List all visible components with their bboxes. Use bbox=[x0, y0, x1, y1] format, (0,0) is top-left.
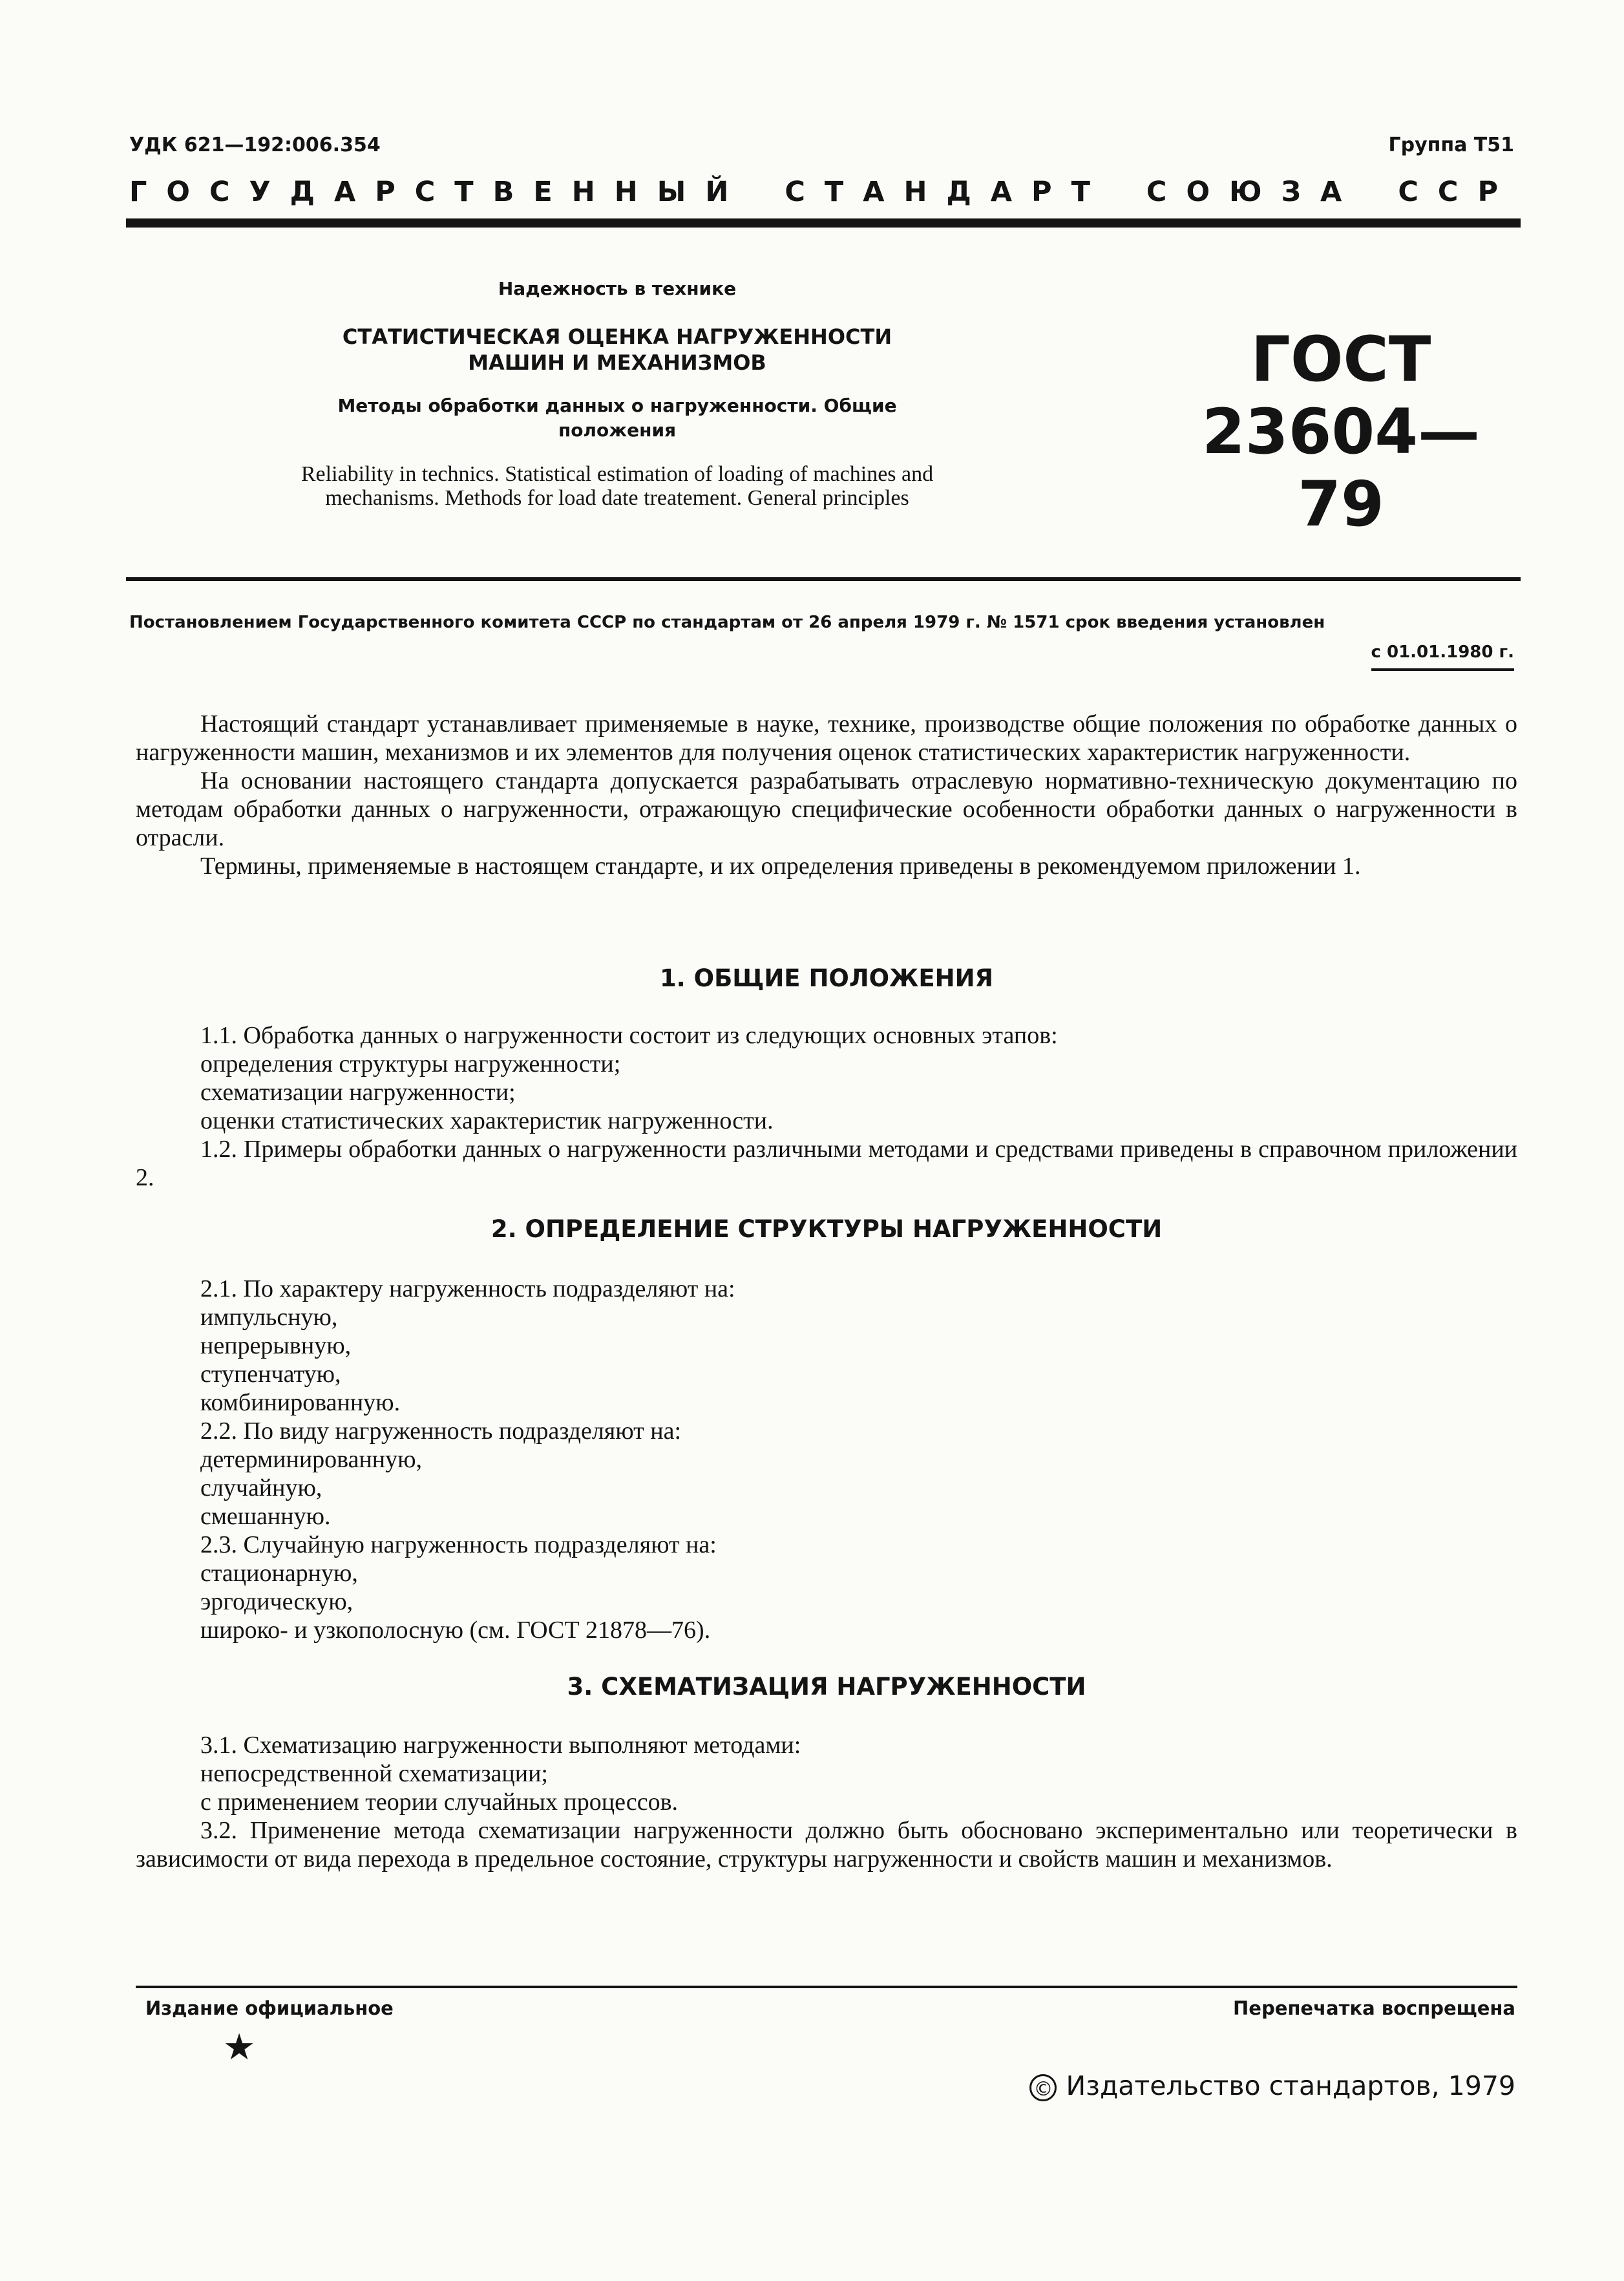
section-2-body bbox=[136, 1275, 1517, 1644]
decree bbox=[129, 608, 1514, 671]
section-heading-2: 2. ОПРЕДЕЛЕНИЕ СТРУКТУРЫ НАГРУЖЕННОСТИ bbox=[490, 1215, 1163, 1243]
header-rule bbox=[126, 218, 1521, 228]
gost-number: 23604—79 bbox=[1202, 396, 1480, 540]
list-item: схематизации нагруженности; bbox=[200, 1079, 516, 1106]
banner-word-4: ССР bbox=[1398, 176, 1517, 208]
section-1-body bbox=[136, 1021, 1517, 1192]
banner-word-2: СТАНДАРТ bbox=[785, 176, 1110, 208]
official-edition-label: Издание официальное bbox=[145, 1997, 394, 2019]
list-item: случайную, bbox=[200, 1474, 322, 1501]
section-3-body bbox=[136, 1731, 1517, 1873]
copyright-line bbox=[1029, 2070, 1515, 2101]
intro-paragraph: Настоящий стандарт устанавливает применяемые в науке, технике, производстве общие положения по обработке данных о нагруженности машин, механизмов и их элементов для получения оценок статистических характеристик нагруженности. bbox=[136, 710, 1517, 766]
section-heading-1: 1. ОБЩИЕ ПОЛОЖЕНИЯ bbox=[659, 964, 994, 992]
clause-1-2: 1.2. Примеры обработки данных о нагруженности различными методами и средствами приведены в справочном приложении 2. bbox=[136, 1136, 1517, 1191]
section-heading-3: 3. СХЕМАТИЗАЦИЯ НАГРУЖЕННОСТИ bbox=[567, 1673, 1086, 1701]
list-item: импульсную, bbox=[200, 1304, 338, 1331]
intro-paragraph: На основании настоящего стандарта допускается разрабатывать отраслевую нормативно-техническую документацию по методам обработки данных о нагруженности, отражающую специфические особенности обработки данных о нагруженности в отрасли. bbox=[136, 767, 1517, 851]
copyright-icon: © bbox=[1029, 2074, 1057, 2101]
list-item: комбинированную. bbox=[200, 1389, 401, 1416]
introduction bbox=[136, 710, 1517, 880]
clause-1-1: 1.1. Обработка данных о нагруженности состоит из следующих основных этапов: bbox=[200, 1022, 1058, 1049]
list-item: с применением теории случайных процессов. bbox=[200, 1788, 679, 1816]
state-standard-banner bbox=[129, 176, 1517, 208]
group-code: Группа Т51 bbox=[1388, 134, 1514, 156]
list-item: стационарную, bbox=[200, 1560, 358, 1587]
title-rule bbox=[126, 577, 1521, 581]
gost-label: ГОСТ bbox=[1250, 323, 1431, 396]
list-item: смешанную. bbox=[200, 1503, 331, 1530]
list-item: широко- и узкополосную (см. ГОСТ 21878—76). bbox=[200, 1617, 711, 1644]
document-subtitle: Методы обработки данных о нагруженности. Общие положения bbox=[337, 395, 897, 441]
star-icon: ★ bbox=[223, 2028, 256, 2068]
list-item: определения структуры нагруженности; bbox=[200, 1050, 621, 1077]
document-title: СТАТИСТИЧЕСКАЯ ОЦЕНКА НАГРУЖЕННОСТИ МАШИН И МЕХАНИЗМОВ bbox=[342, 324, 892, 375]
udk-code: УДК 621—192:006.354 bbox=[129, 134, 381, 156]
footer-rule bbox=[136, 1986, 1517, 1988]
decree-text: Постановлением Государственного комитета СССР по стандартам от 26 апреля 1979 г. № 1571 срок введения установлен bbox=[129, 613, 1325, 632]
list-item: оценки статистических характеристик нагруженности. bbox=[200, 1107, 774, 1134]
list-item: ступенчатую, bbox=[200, 1361, 341, 1388]
publisher-text: Издательство стандартов, 1979 bbox=[1066, 2070, 1515, 2101]
list-item: эргодическую, bbox=[200, 1588, 353, 1615]
clause-2-2: 2.2. По виду нагруженность подразделяют на: bbox=[200, 1417, 682, 1445]
intro-paragraph: Термины, применяемые в настоящем стандарте, и их определения приведены в рекомендуемом приложении 1. bbox=[200, 853, 1361, 880]
subject-line: Надежность в технике bbox=[498, 278, 737, 299]
clause-3-2: 3.2. Применение метода схематизации нагруженности должно быть обосновано экспериментально или теоретически в зависимости от вида перехода в предельное состояние, структуры нагруженности и свойств машин и механизмов. bbox=[136, 1817, 1517, 1873]
clause-2-3: 2.3. Случайную нагруженность подразделяют на: bbox=[200, 1531, 717, 1558]
banner-word-3: СОЮЗА bbox=[1146, 176, 1362, 208]
gost-designation bbox=[1160, 323, 1522, 540]
clause-2-1: 2.1. По характеру нагруженность подразделяют на: bbox=[200, 1275, 735, 1302]
title-block bbox=[294, 278, 940, 510]
effective-date: с 01.01.1980 г. bbox=[1371, 637, 1514, 671]
clause-3-1: 3.1. Схематизацию нагруженности выполняют методами: bbox=[200, 1732, 801, 1759]
list-item: непрерывную, bbox=[200, 1332, 352, 1359]
reprint-prohibited-label: Перепечатка воспрещена bbox=[1233, 1997, 1515, 2019]
list-item: непосредственной схематизации; bbox=[200, 1760, 548, 1787]
list-item: детерминированную, bbox=[200, 1446, 423, 1473]
english-title: Reliability in technics. Statistical estimation of loading of machines and mechanisms. Methods for load date treatement. General principles bbox=[301, 462, 934, 510]
banner-word-1: ГОСУДАРСТВЕННЫЙ bbox=[129, 176, 748, 208]
